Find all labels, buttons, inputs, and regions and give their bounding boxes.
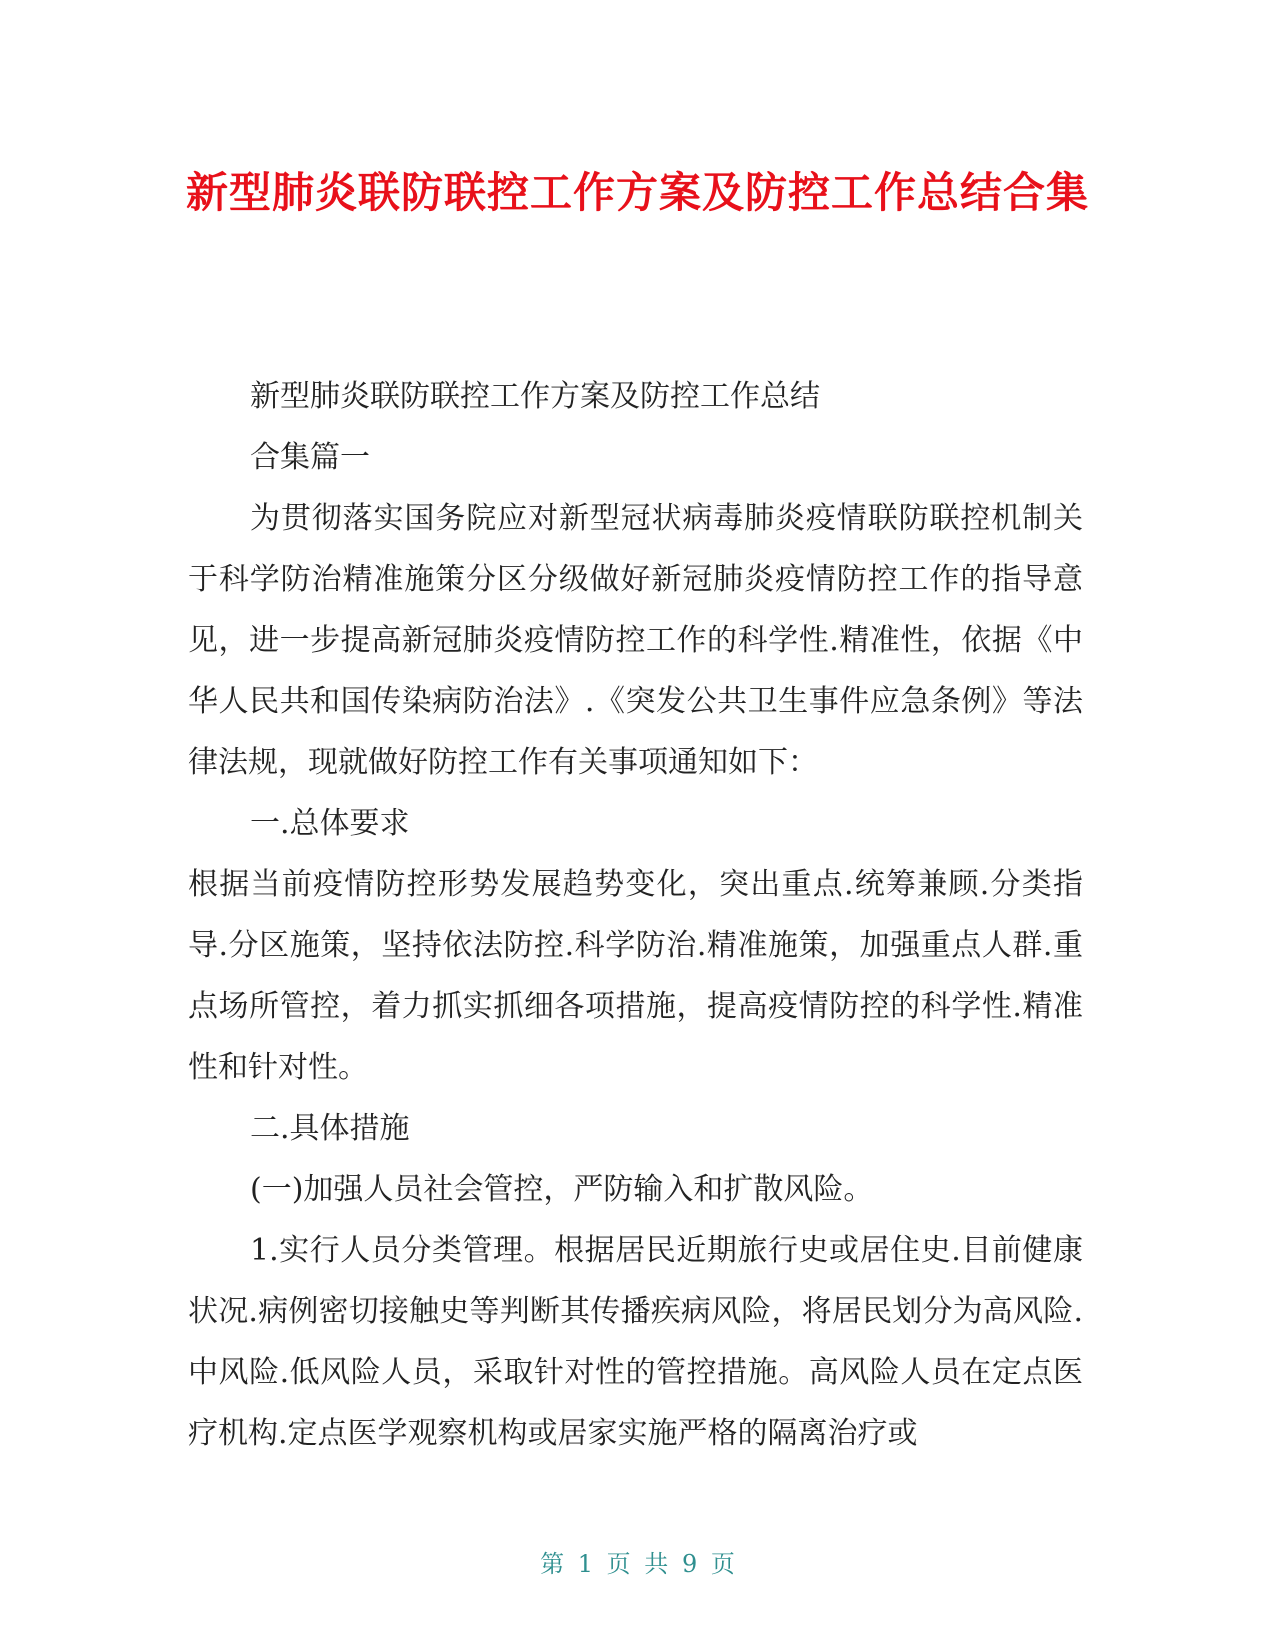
section-heading: 一.总体要求 [250,806,410,841]
paragraph: 根据当前疫情防控形势发展趋势变化，突出重点.统筹兼顾.分类指导.分区施策，坚持依法防控.科学防治.精准施策，加强重点人群.重点场所管控，着力抓实抓细各项措施，提高疫情防控的科学性.精准性和针对性。 [188,867,1083,1085]
page-number-footer: 第 1 页 共 9 页 [540,1550,735,1578]
paragraph: 1.实行人员分类管理。根据居民近期旅行史或居住史.目前健康状况.病例密切接触史等判断其传播疾病风险，将居民划分为高风险.中风险.低风险人员，采取针对性的管控措施。高风险人员在定点医疗机构.定点医学观察机构或居家实施严格的隔离治疗或 [188,1233,1083,1451]
paragraph: 合集篇一 [250,440,370,475]
subsection-heading: (一)加强人员社会管控，严防输入和扩散风险。 [250,1172,874,1207]
paragraph: 为贯彻落实国务院应对新型冠状病毒肺炎疫情联防联控机制关于科学防治精准施策分区分级做好新冠肺炎疫情防控工作的指导意见，进一步提高新冠肺炎疫情防控工作的科学性.精准性，依据《中华人民共和国传染病防治法》.《突发公共卫生事件应急条例》等法律法规，现就做好防控工作有关事项通知如下： [188,501,1083,780]
paragraph: 新型肺炎联防联控工作方案及防控工作总结 [250,379,820,414]
document-body [188,366,1083,1464]
section-heading: 二.具体措施 [250,1111,410,1146]
document-title: 新型肺炎联防联控工作方案及防控工作总结合集 [185,168,1089,217]
